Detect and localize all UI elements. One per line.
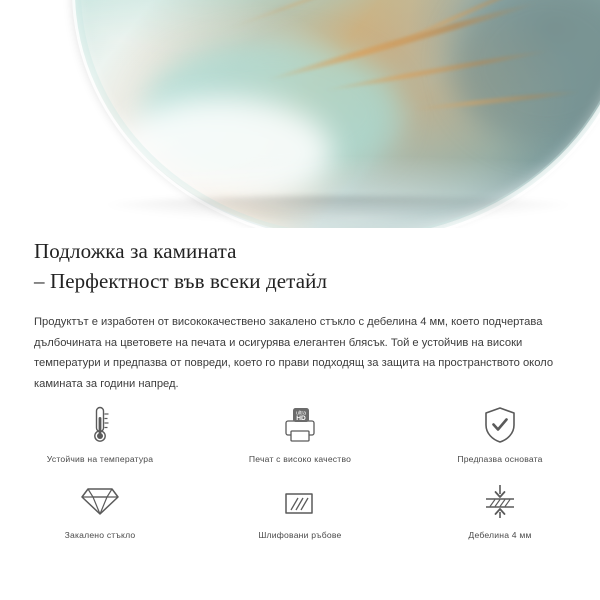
white-wash: [112, 98, 332, 208]
feature-label: Закалено стъкло: [64, 530, 136, 540]
plate-drop-shadow: [88, 196, 588, 222]
diamond-icon: [80, 480, 120, 522]
ultra-hd-print-icon: [280, 404, 320, 446]
shield-check-icon: [482, 404, 518, 446]
feature-label: Предпазва основата: [457, 454, 543, 464]
svg-text:ultra: ultra: [295, 410, 307, 417]
feature-label: Печат с високо качество: [248, 454, 352, 464]
text-block: [0, 228, 600, 394]
page-title-line-1: Подложка за камината: [34, 239, 237, 263]
feature-label: Устойчив на температура: [46, 454, 154, 464]
teal-wash: [142, 38, 402, 188]
feature-item-print-quality: [200, 396, 400, 472]
feature-item-temperature: [0, 396, 200, 472]
gold-vein: [380, 0, 564, 53]
gold-vein: [228, 0, 417, 30]
page-title-line-2: – Перфектност във всеки детайл: [34, 269, 328, 293]
polished-edges-icon: [282, 480, 318, 522]
gold-vein: [323, 48, 550, 93]
slate-wash: [452, 0, 600, 148]
feature-grid: [0, 396, 600, 548]
hero-image: [0, 0, 600, 228]
feature-item-thickness: [400, 472, 600, 548]
feature-item-tempered-glass: [0, 472, 200, 548]
feature-label: Дебелина 4 мм: [468, 530, 532, 540]
feature-label: Шлифовани ръбове: [258, 530, 342, 540]
page-title: [0, 228, 600, 296]
description-paragraph: Продуктът е изработен от висококачествено закалено стъкло с дебелина 4 мм, което подчертава дълбочината на цветовете на печата и осигурява елегантен блясък. Той е устойчив на високи температури и предпазва от повреди, което го прави подходящ за защита на пространството около камината за години напред.: [34, 316, 554, 390]
svg-text:HD: HD: [296, 415, 306, 423]
thermometer-icon: [87, 404, 113, 446]
gold-vein: [266, 0, 537, 83]
gold-vein: [412, 89, 582, 112]
glass-plate-graphic: [72, 0, 600, 228]
feature-item-polished-edges: [200, 472, 400, 548]
feature-item-protects-surface: [400, 396, 600, 472]
thickness-arrows-icon: [480, 480, 520, 522]
